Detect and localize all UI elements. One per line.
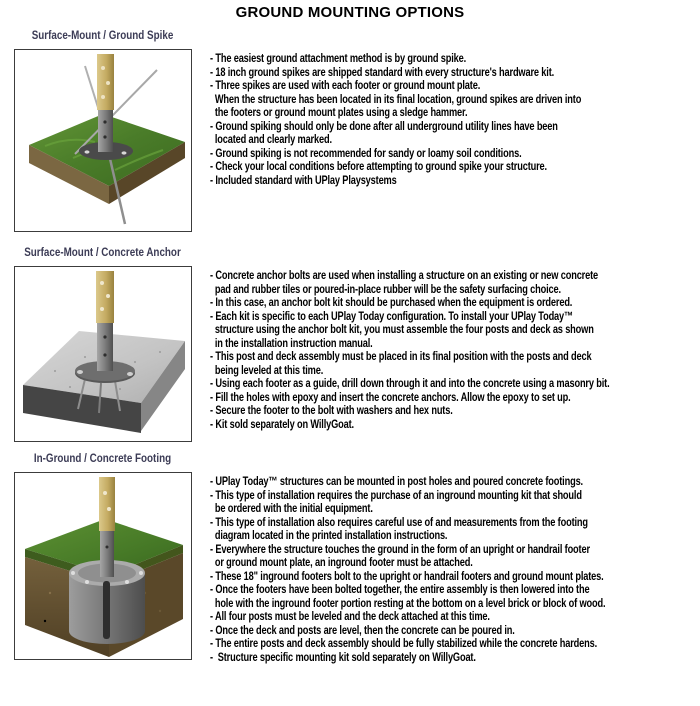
- bullet-line: - Included standard with UPlay Playsystems: [210, 172, 397, 187]
- post-graphic: [97, 54, 114, 152]
- bullet-line: - Each kit is specific to each UPlay Today configuration. To install your UPlay Today™: [210, 308, 574, 323]
- bullet-line: - Ground spiking should only be done after all underground utility lines have been: [210, 118, 558, 133]
- bullet-line: - Ground spiking is not recommended for sandy or loamy soil conditions.: [210, 145, 522, 160]
- bullet-line: - In this case, an anchor bolt kit should be purchased when the equipment is ordered.: [210, 295, 573, 309]
- bullet-line: structure using the anchor bolt kit, you must assemble the four posts and deck as shown: [210, 322, 594, 336]
- section-concrete-anchor-left: [0, 245, 205, 442]
- bullet-line: - Everywhere the structure touches the ground in the form of an upright or handrail footer: [210, 541, 590, 556]
- bullet-line: - Once the footers have been bolted together, the entire assembly is then lowered into the: [210, 582, 590, 596]
- bullet-line: - Check your local conditions before attempting to ground spike your structure.: [210, 159, 547, 173]
- page-title: GROUND MOUNTING OPTIONS: [235, 4, 465, 21]
- bullet-line: - Kit sold separately on WillyGoat.: [210, 416, 354, 431]
- section-concrete-footing-bullets: [205, 451, 700, 664]
- bullet-line: - Structure specific mounting kit sold separately on WillyGoat.: [210, 649, 476, 664]
- bullet-line: When the structure has been located in its final location, ground spikes are driven into: [210, 91, 582, 106]
- ground-spike-illustration: [15, 50, 191, 231]
- post-graphic: [99, 477, 115, 577]
- bullet-line: - 18 inch ground spikes are shipped standard with every structure's hardware kit.: [210, 64, 555, 79]
- bullet-line: hole with the inground footer portion resting at the bottom on a level brick or block of wood.: [210, 595, 606, 610]
- inground-footer-bar-graphic: [103, 581, 110, 639]
- section-heading: In-Ground / Concrete Footing: [33, 451, 172, 465]
- bullet-line: - UPlay Today™ structures can be mounted in post holes and poured concrete footings.: [210, 474, 583, 488]
- section-concrete-anchor: [0, 245, 700, 442]
- bullet-line: - Concrete anchor bolts are used when installing a structure on an existing or new concrete: [210, 268, 599, 282]
- bullet-line: - This type of installation also requires careful use of and measurements from the footing: [210, 514, 588, 529]
- bullet-line: - This post and deck assembly must be placed in its final position with the posts and deck: [210, 349, 592, 363]
- section-concrete-anchor-bullets: [205, 245, 700, 442]
- bullet-line: - Three spikes are used with each footer or ground mount plate.: [210, 78, 481, 92]
- concrete-footing-illustration: [15, 473, 191, 659]
- bullet-line: the footers or ground mount plates using a sledge hammer.: [210, 105, 468, 119]
- bullet-line: - Once the deck and posts are level, then the concrete can be poured in.: [210, 622, 515, 637]
- bullet-line: being leveled at this time.: [210, 362, 324, 377]
- ground-spike-image-frame: [14, 49, 192, 232]
- concrete-footing-image-frame: [14, 472, 192, 660]
- section-heading: Surface-Mount / Ground Spike: [31, 28, 174, 42]
- bullet-line: - These 18" inground footers bolt to the upright or handrail footers and ground mount plates.: [210, 568, 604, 583]
- bullet-line: - The entire posts and deck assembly should be fully stabilized while the concrete hardens.: [210, 636, 598, 650]
- section-ground-spike-bullets: [205, 28, 700, 232]
- bullet-line: - Secure the footer to the bolt with washers and hex nuts.: [210, 403, 453, 417]
- post-graphic: [96, 271, 114, 371]
- bullet-line: in the installation instruction manual.: [210, 335, 373, 350]
- section-concrete-footing-left: [0, 451, 205, 664]
- bullet-line: - All four posts must be leveled and the deck attached at this time.: [210, 609, 490, 623]
- section-ground-spike: [0, 28, 700, 232]
- section-heading: Surface-Mount / Concrete Anchor: [24, 245, 181, 259]
- bullet-line: - Fill the holes with epoxy and insert the concrete anchors. Allow the epoxy to set up.: [210, 389, 571, 404]
- bullet-line: located and clearly marked.: [210, 132, 332, 146]
- bullet-line: - The easiest ground attachment method is by ground spike.: [210, 51, 466, 65]
- bullet-line: diagram located in the printed installation instructions.: [210, 528, 448, 542]
- bullet-line: - Using each footer as a guide, drill down through it and into the concrete using a masonry bit.: [210, 376, 610, 390]
- concrete-anchor-image-frame: [14, 266, 192, 442]
- bullet-line: be ordered with the initial equipment.: [210, 501, 373, 515]
- bullet-line: - This type of installation requires the purchase of an inground mounting kit that should: [210, 487, 582, 502]
- concrete-anchor-illustration: [15, 267, 191, 441]
- bullet-line: pad and rubber tiles or poured-in-place rubber will be the safety surfacing choice.: [210, 281, 561, 296]
- section-concrete-footing: [0, 451, 700, 664]
- section-ground-spike-left: [0, 28, 205, 232]
- bullet-line: or ground mount plate, an inground footer must be attached.: [210, 555, 473, 569]
